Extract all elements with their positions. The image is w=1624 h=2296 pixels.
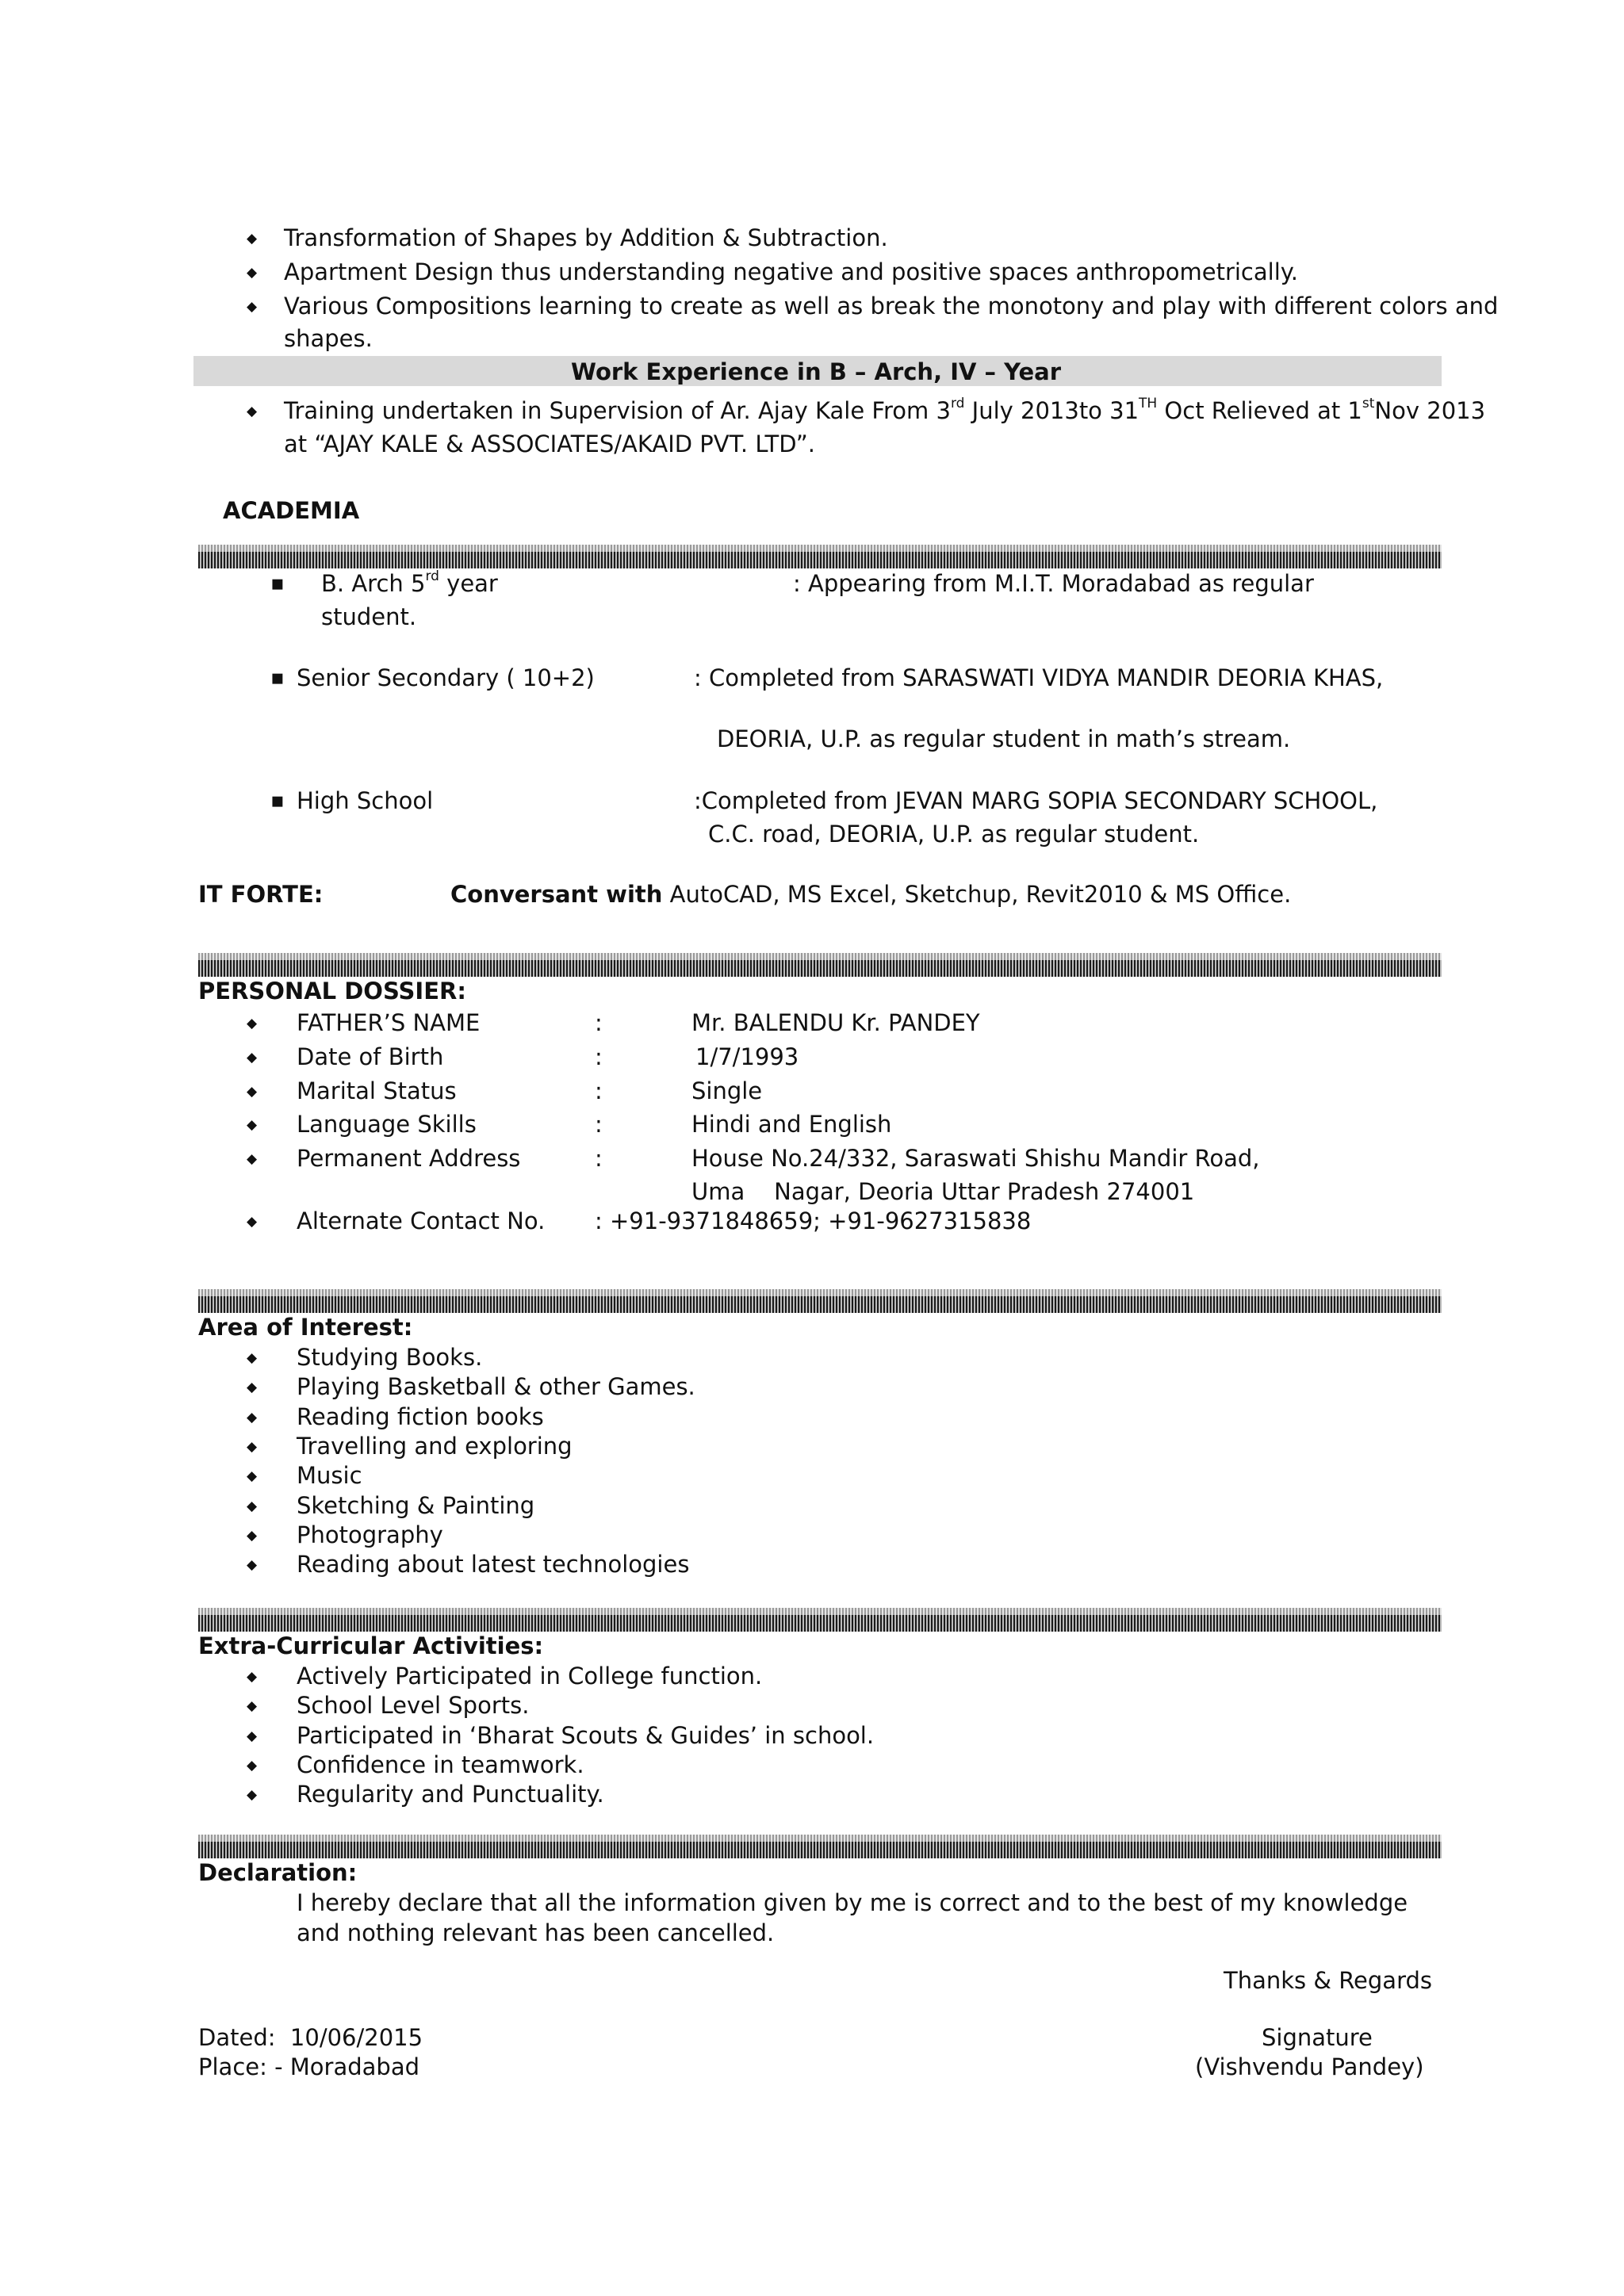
bullet-icon xyxy=(270,667,285,690)
declaration-text: I hereby declare that all the information given by me is correct and to the best of my knowledge xyxy=(297,1889,1408,1916)
bullet-icon xyxy=(247,1665,257,1688)
bullet-icon xyxy=(247,400,257,423)
personal-colon: : xyxy=(595,1043,603,1070)
personal-label: Permanent Address xyxy=(297,1145,521,1172)
personal-colon: : xyxy=(595,1077,603,1104)
academia-senior-label: Senior Secondary ( 10+2) xyxy=(297,664,595,691)
bullet-icon xyxy=(270,790,285,813)
it-forte-label: IT FORTE: xyxy=(198,881,324,908)
it-forte-text: Conversant with AutoCAD, MS Excel, Sketchup, Revit2010 & MS Office. xyxy=(450,881,1292,908)
training-line: Training undertaken in Supervision of Ar. Ajay Kale From 3rd July 2013to 31TH Oct Relieved at 1stNov 2013 xyxy=(284,396,1486,424)
intro-bullet-text: shapes. xyxy=(284,325,373,352)
dated: Dated: 10/06/2015 xyxy=(198,2024,423,2051)
place: Place: - Moradabad xyxy=(198,2053,419,2080)
bullet-icon xyxy=(247,1210,257,1233)
declaration-heading: Declaration: xyxy=(198,1859,358,1886)
bullet-icon xyxy=(247,227,257,250)
section-divider xyxy=(198,1289,1442,1313)
list-item: Reading fiction books xyxy=(297,1402,544,1430)
bullet-icon xyxy=(247,1147,257,1170)
personal-label: FATHER’S NAME xyxy=(297,1009,481,1036)
list-item: School Level Sports. xyxy=(297,1692,530,1720)
bullet-icon xyxy=(247,1754,257,1777)
personal-value: Hindi and English xyxy=(691,1111,892,1138)
academia-barch-cont: student. xyxy=(321,603,417,630)
bullet-icon xyxy=(247,1012,257,1035)
personal-address-cont: Uma Nagar, Deoria Uttar Pradesh 274001 xyxy=(691,1178,1195,1205)
list-item: Regularity and Punctuality. xyxy=(297,1781,604,1808)
extra-heading: Extra-Curricular Activities: xyxy=(198,1632,544,1659)
list-item: Photography xyxy=(297,1521,443,1548)
list-item: Participated in ‘Bharat Scouts & Guides’ in school. xyxy=(297,1721,875,1749)
bullet-icon xyxy=(247,1080,257,1103)
section-divider xyxy=(198,953,1442,977)
list-item: Actively Participated in College function. xyxy=(297,1663,763,1689)
personal-value: Single xyxy=(691,1077,763,1104)
declaration-text: and nothing relevant has been cancelled. xyxy=(297,1919,775,1946)
interest-heading: Area of Interest: xyxy=(198,1314,413,1341)
intro-bullet-text: Apartment Design thus understanding negative and positive spaces anthropometrically. xyxy=(284,258,1299,285)
academia-barch-label: B. Arch 5rd year xyxy=(321,568,498,597)
section-divider xyxy=(198,1608,1442,1632)
bullet-icon xyxy=(247,1406,257,1429)
academia-high-cont: C.C. road, DEORIA, U.P. as regular student. xyxy=(708,821,1200,848)
academia-high-value: :Completed from JEVAN MARG SOPIA SECONDARY SCHOOL, xyxy=(694,787,1378,814)
bullet-icon xyxy=(247,261,257,284)
training-line-2: at “AJAY KALE & ASSOCIATES/AKAID PVT. LTD”. xyxy=(284,430,816,457)
list-item: Sketching & Painting xyxy=(297,1491,535,1519)
academia-senior-value: : Completed from SARASWATI VIDYA MANDIR DEORIA KHAS, xyxy=(694,664,1384,691)
academia-senior-cont: DEORIA, U.P. as regular student in math’s stream. xyxy=(717,725,1291,752)
bullet-icon xyxy=(247,1524,257,1547)
bullet-icon xyxy=(247,1553,257,1576)
list-item: Reading about latest technologies xyxy=(297,1551,690,1578)
personal-colon: : xyxy=(595,1009,603,1036)
personal-label: Marital Status xyxy=(297,1077,457,1104)
bullet-icon xyxy=(247,1346,257,1369)
signature-label: Signature xyxy=(1262,2024,1373,2051)
academia-barch-value: : Appearing from M.I.T. Moradabad as regular xyxy=(793,570,1314,597)
bullet-icon xyxy=(247,295,257,318)
personal-label: Date of Birth xyxy=(297,1043,444,1070)
bullet-icon xyxy=(247,1376,257,1399)
work-experience-heading: Work Experience in B – Arch, IV – Year xyxy=(571,358,1061,385)
personal-label: Language Skills xyxy=(297,1111,477,1138)
list-item: Music xyxy=(297,1462,362,1490)
personal-alt-value: : +91-9371848659; +91-9627315838 xyxy=(595,1207,1032,1234)
personal-alt-label: Alternate Contact No. xyxy=(297,1207,546,1234)
list-item: Playing Basketball & other Games. xyxy=(297,1373,695,1401)
bullet-icon xyxy=(247,1494,257,1517)
list-item: Confidence in teamwork. xyxy=(297,1751,584,1778)
list-item: Studying Books. xyxy=(297,1344,483,1371)
bullet-icon xyxy=(247,1464,257,1487)
bullet-icon xyxy=(247,1694,257,1717)
bullet-icon xyxy=(247,1046,257,1069)
section-divider xyxy=(198,545,1442,568)
bullet-icon xyxy=(270,572,285,595)
personal-colon: : xyxy=(595,1111,603,1138)
bullet-icon xyxy=(247,1435,257,1458)
thanks-regards: Thanks & Regards xyxy=(1224,1967,1432,1994)
personal-value: Mr. BALENDU Kr. PANDEY xyxy=(691,1009,980,1036)
intro-bullet-text: Various Compositions learning to create as well as break the monotony and play with different colors and xyxy=(284,293,1499,320)
intro-bullet-text: Transformation of Shapes by Addition & Subtraction. xyxy=(284,224,888,251)
academia-heading: ACADEMIA xyxy=(223,497,360,524)
personal-heading: PERSONAL DOSSIER: xyxy=(198,978,466,1004)
personal-value: House No.24/332, Saraswati Shishu Mandir Road, xyxy=(691,1145,1260,1172)
section-divider xyxy=(198,1835,1442,1858)
personal-value: 1/7/1993 xyxy=(695,1043,799,1070)
bullet-icon xyxy=(247,1724,257,1747)
bullet-icon xyxy=(247,1783,257,1806)
signatory-name: (Vishvendu Pandey) xyxy=(1195,2053,1424,2080)
list-item: Travelling and exploring xyxy=(297,1432,573,1460)
academia-high-label: High School xyxy=(297,787,434,814)
bullet-icon xyxy=(247,1113,257,1136)
personal-colon: : xyxy=(595,1145,603,1172)
